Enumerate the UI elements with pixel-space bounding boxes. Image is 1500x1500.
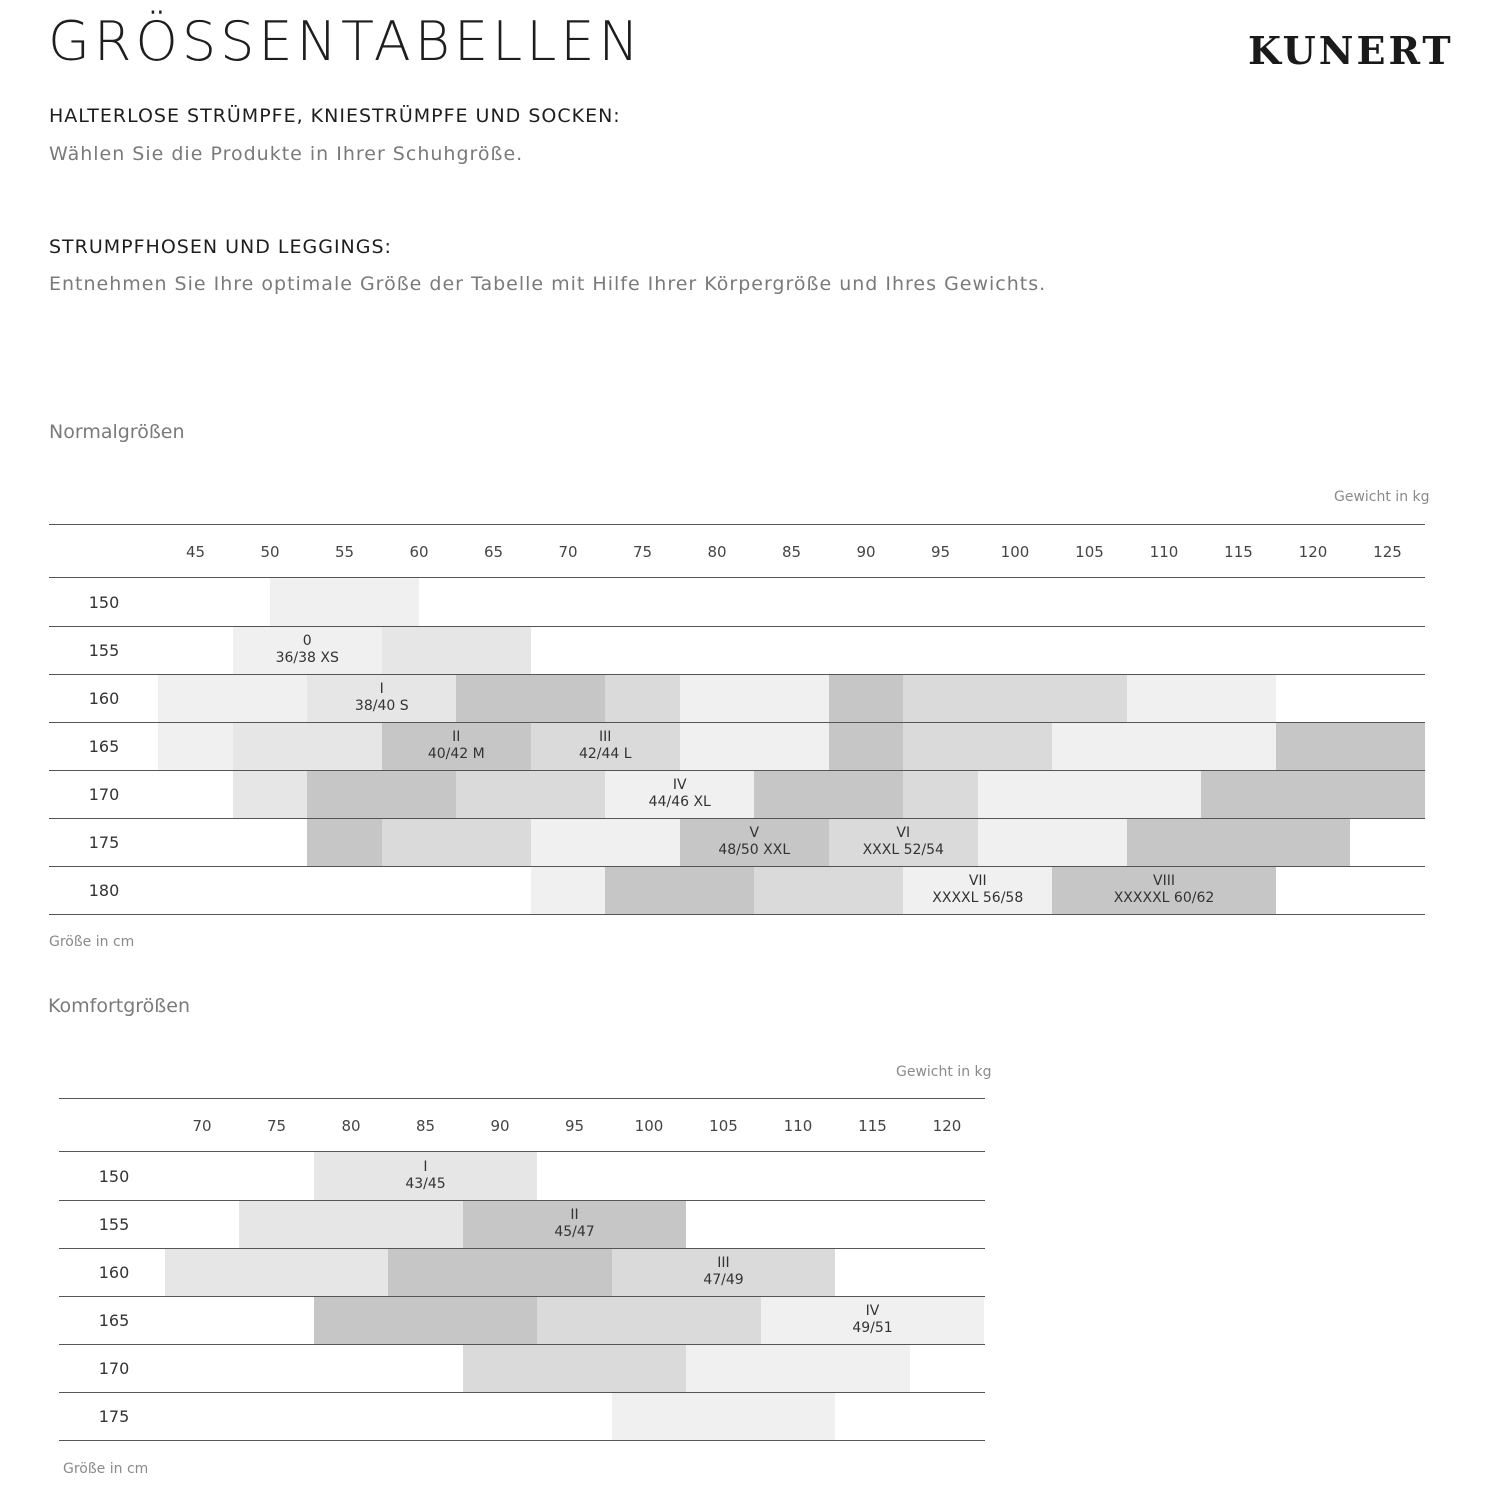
comfort-size-label xyxy=(346,1159,506,1193)
normal-size-cell xyxy=(158,674,307,722)
comfort-size-cell xyxy=(612,1392,836,1440)
normal-height-label: 155 xyxy=(88,641,120,660)
normal-size-cell xyxy=(307,818,382,866)
normal-size-cell xyxy=(605,866,754,914)
size-roman-numeral: IV xyxy=(672,777,687,793)
comfort-row-divider xyxy=(59,1248,985,1249)
size-code: XXXXL 56/58 xyxy=(932,890,1024,906)
normal-weight-tick: 70 xyxy=(558,543,578,561)
normal-weight-tick: 75 xyxy=(632,543,653,561)
comfort-row-divider xyxy=(59,1296,985,1297)
normal-weight-tick: 80 xyxy=(707,543,727,561)
normal-row-divider xyxy=(49,770,1425,771)
comfort-size-cell xyxy=(165,1248,388,1296)
normal-size-cell xyxy=(531,866,606,914)
normal-weight-tick: 125 xyxy=(1373,543,1402,561)
normal-size-cell xyxy=(903,674,1127,722)
comfort-sizes-title: Komfortgrößen xyxy=(48,995,190,1017)
size-roman-numeral: III xyxy=(717,1255,730,1271)
normal-row-divider xyxy=(49,914,1425,915)
size-code: 38/40 S xyxy=(354,698,409,714)
comfort-weight-tick: 75 xyxy=(266,1117,287,1135)
size-code: 40/42 M xyxy=(427,746,485,762)
normal-weight-tick: 90 xyxy=(856,543,876,561)
comfort-weight-unit: Gewicht in kg xyxy=(896,1064,992,1080)
normal-size-cell xyxy=(1276,722,1425,770)
normal-height-label: 180 xyxy=(88,881,120,900)
size-roman-numeral: VI xyxy=(896,825,911,841)
comfort-size-cell xyxy=(388,1248,612,1296)
comfort-row-divider xyxy=(59,1440,985,1441)
comfort-size-cell xyxy=(686,1344,910,1392)
comfort-size-cell xyxy=(537,1296,761,1344)
comfort-height-label: 150 xyxy=(98,1167,130,1186)
normal-size-cell xyxy=(903,770,978,818)
normal-row-divider xyxy=(49,577,1425,578)
comfort-height-label: 175 xyxy=(98,1407,130,1426)
intro-heading-stockings: HALTERLOSE STRÜMPFE, KNIESTRÜMPFE UND SOCKEN: xyxy=(49,105,621,127)
normal-weight-unit: Gewicht in kg xyxy=(1334,489,1430,505)
comfort-height-label: 170 xyxy=(98,1359,130,1378)
comfort-weight-tick: 95 xyxy=(564,1117,585,1135)
size-code: 36/38 XS xyxy=(275,650,339,666)
normal-weight-tick: 60 xyxy=(409,543,429,561)
comfort-weight-tick: 105 xyxy=(709,1117,738,1135)
normal-weight-tick: 115 xyxy=(1224,543,1253,561)
normal-weight-tick: 50 xyxy=(260,543,280,561)
normal-height-label: 165 xyxy=(88,737,120,756)
normal-weight-tick: 100 xyxy=(1000,543,1030,561)
normal-row-divider xyxy=(49,818,1425,819)
comfort-height-label: 155 xyxy=(98,1215,130,1234)
normal-weight-tick: 65 xyxy=(483,543,504,561)
normal-row-divider xyxy=(49,722,1425,723)
normal-weight-tick: 120 xyxy=(1298,543,1328,561)
normal-weight-tick: 110 xyxy=(1149,543,1179,561)
normal-size-cell xyxy=(1127,674,1276,722)
comfort-size-label xyxy=(495,1207,655,1241)
comfort-weight-tick: 90 xyxy=(490,1117,510,1135)
normal-height-label: 160 xyxy=(88,689,120,708)
comfort-height-unit: Größe in cm xyxy=(63,1461,149,1477)
comfort-size-cell xyxy=(463,1344,687,1392)
normal-weight-tick: 55 xyxy=(334,543,355,561)
intro-text-stockings: Wählen Sie die Produkte in Ihrer Schuhgröße. xyxy=(49,143,524,165)
size-roman-numeral: III xyxy=(599,729,612,745)
normal-size-cell xyxy=(233,722,382,770)
size-roman-numeral: V xyxy=(749,825,760,841)
comfort-weight-tick: 110 xyxy=(783,1117,813,1135)
comfort-row-divider xyxy=(59,1200,985,1201)
size-code: 47/49 xyxy=(703,1272,744,1288)
normal-size-cell xyxy=(903,722,1052,770)
brand-logo: KUNERT xyxy=(1248,28,1454,73)
comfort-row-divider xyxy=(59,1151,985,1152)
normal-sizes-title: Normalgrößen xyxy=(49,421,185,443)
normal-size-cell xyxy=(1201,770,1425,818)
normal-size-label xyxy=(600,777,760,811)
normal-table-top-rule xyxy=(49,524,1425,525)
normal-size-cell xyxy=(605,674,680,722)
size-roman-numeral: II xyxy=(570,1207,579,1223)
comfort-size-label xyxy=(793,1303,953,1337)
comfort-height-label: 160 xyxy=(98,1263,130,1282)
comfort-weight-tick: 70 xyxy=(192,1117,212,1135)
size-roman-numeral: IV xyxy=(865,1303,880,1319)
normal-size-cell xyxy=(382,626,531,674)
comfort-row-divider xyxy=(59,1344,985,1345)
size-code: XXXL 52/54 xyxy=(862,842,944,858)
normal-weight-tick: 45 xyxy=(185,543,206,561)
normal-height-label: 150 xyxy=(88,593,120,612)
size-roman-numeral: VIII xyxy=(1153,873,1175,889)
size-roman-numeral: I xyxy=(379,681,384,697)
normal-size-cell xyxy=(680,722,829,770)
normal-size-cell xyxy=(270,578,419,626)
size-code: 42/44 L xyxy=(578,746,632,762)
size-roman-numeral: VII xyxy=(968,873,987,889)
normal-size-label xyxy=(898,873,1058,907)
normal-size-cell xyxy=(158,722,233,770)
size-code: 44/46 XL xyxy=(648,794,711,810)
normal-size-cell xyxy=(307,770,456,818)
normal-size-label xyxy=(1084,873,1244,907)
size-code: 43/45 xyxy=(405,1176,446,1192)
normal-row-divider xyxy=(49,626,1425,627)
normal-size-label xyxy=(227,633,387,667)
normal-height-label: 170 xyxy=(88,785,120,804)
comfort-size-cell xyxy=(239,1200,463,1248)
normal-size-cell xyxy=(1127,818,1351,866)
size-code: 45/47 xyxy=(554,1224,595,1240)
normal-size-label xyxy=(674,825,834,859)
normal-row-divider xyxy=(49,866,1425,867)
normal-size-cell xyxy=(680,674,829,722)
normal-size-label xyxy=(525,729,685,763)
comfort-weight-tick: 120 xyxy=(932,1117,962,1135)
normal-height-unit: Größe in cm xyxy=(49,934,135,950)
normal-size-cell xyxy=(233,770,308,818)
comfort-weight-tick: 80 xyxy=(341,1117,361,1135)
normal-row-divider xyxy=(49,674,1425,675)
normal-weight-tick: 105 xyxy=(1075,543,1104,561)
comfort-table-top-rule xyxy=(59,1098,985,1099)
normal-size-cell xyxy=(456,674,605,722)
size-code: 48/50 XXL xyxy=(718,842,791,858)
comfort-weight-tick: 85 xyxy=(415,1117,436,1135)
normal-size-label xyxy=(823,825,983,859)
comfort-size-label xyxy=(644,1255,804,1289)
comfort-weight-tick: 100 xyxy=(634,1117,664,1135)
normal-size-cell xyxy=(1052,722,1276,770)
normal-size-label xyxy=(302,681,462,715)
normal-size-cell xyxy=(531,818,680,866)
size-code: 49/51 xyxy=(852,1320,893,1336)
comfort-height-label: 165 xyxy=(98,1311,130,1330)
normal-size-label xyxy=(376,729,536,763)
normal-size-cell xyxy=(456,770,605,818)
comfort-row-divider xyxy=(59,1392,985,1393)
size-roman-numeral: 0 xyxy=(302,633,312,649)
intro-text-tights: Entnehmen Sie Ihre optimale Größe der Tabelle mit Hilfe Ihrer Körpergröße und Ihres Gewichts. xyxy=(49,273,1047,295)
normal-weight-tick: 95 xyxy=(930,543,951,561)
normal-size-cell xyxy=(829,722,904,770)
comfort-weight-tick: 115 xyxy=(858,1117,887,1135)
normal-height-label: 175 xyxy=(88,833,120,852)
normal-weight-tick: 85 xyxy=(781,543,802,561)
normal-size-cell xyxy=(978,818,1127,866)
normal-size-cell xyxy=(978,770,1202,818)
normal-size-cell xyxy=(754,770,903,818)
page-title: GRÖSSENTABELLEN xyxy=(48,10,643,73)
size-roman-numeral: II xyxy=(452,729,461,745)
intro-heading-tights: STRUMPFHOSEN UND LEGGINGS: xyxy=(49,236,392,258)
comfort-size-cell xyxy=(314,1296,538,1344)
normal-size-cell xyxy=(829,674,904,722)
normal-size-cell xyxy=(754,866,903,914)
normal-size-cell xyxy=(382,818,531,866)
size-roman-numeral: I xyxy=(423,1159,428,1175)
size-code: XXXXXL 60/62 xyxy=(1113,890,1215,906)
